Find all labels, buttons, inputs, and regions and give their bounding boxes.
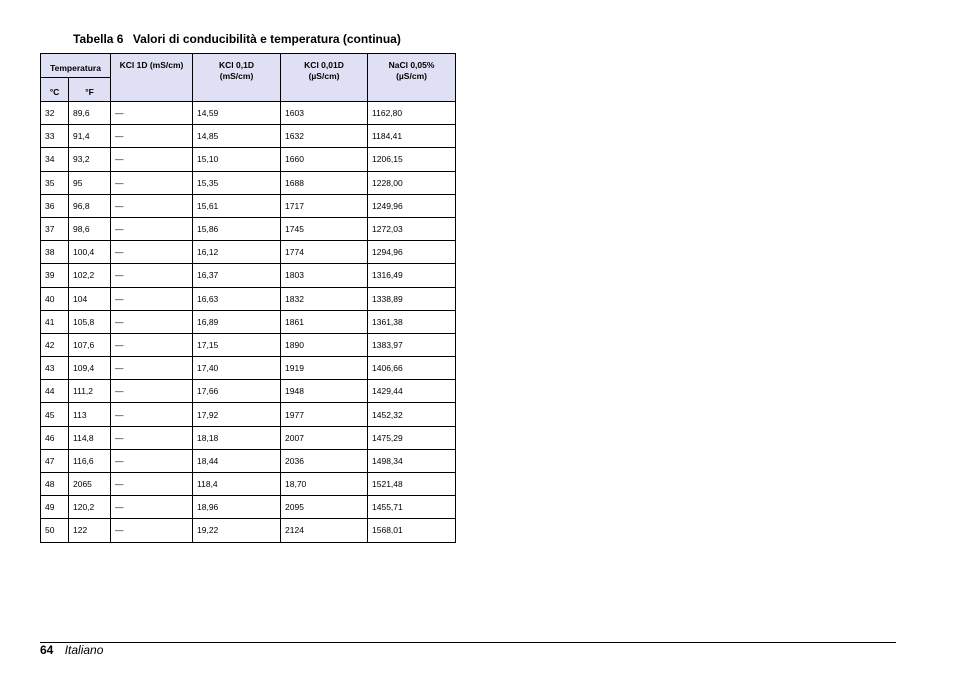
cell-kcl-1d: — — [111, 496, 193, 519]
header-kcl-01d-line2: (mS/cm) — [219, 71, 254, 81]
cell-fahrenheit: 98,6 — [69, 217, 111, 240]
cell-nacl: 1294,96 — [368, 241, 456, 264]
header-kcl-001d-line2: (µS/cm) — [308, 71, 340, 81]
cell-kcl-001d: 1919 — [281, 357, 368, 380]
cell-celsius: 48 — [41, 473, 69, 496]
cell-kcl-01d: 14,59 — [193, 102, 281, 125]
cell-kcl-01d: 19,22 — [193, 519, 281, 542]
cell-nacl: 1184,41 — [368, 125, 456, 148]
cell-kcl-1d: — — [111, 333, 193, 356]
cell-kcl-001d: 1717 — [281, 194, 368, 217]
cell-celsius: 50 — [41, 519, 69, 542]
table-row — [41, 473, 456, 496]
cell-celsius: 46 — [41, 426, 69, 449]
table-row — [41, 102, 456, 125]
cell-nacl: 1455,71 — [368, 496, 456, 519]
cell-kcl-1d: — — [111, 473, 193, 496]
cell-kcl-01d: 15,35 — [193, 171, 281, 194]
cell-fahrenheit: 122 — [69, 519, 111, 542]
cell-fahrenheit: 95 — [69, 171, 111, 194]
cell-nacl: 1316,49 — [368, 264, 456, 287]
cell-fahrenheit: 102,2 — [69, 264, 111, 287]
cell-celsius: 49 — [41, 496, 69, 519]
cell-fahrenheit: 105,8 — [69, 310, 111, 333]
cell-kcl-1d: — — [111, 287, 193, 310]
cell-kcl-01d: 16,37 — [193, 264, 281, 287]
cell-celsius: 43 — [41, 357, 69, 380]
cell-kcl-1d: — — [111, 426, 193, 449]
cell-kcl-001d: 1832 — [281, 287, 368, 310]
table-caption-number: Tabella 6 — [73, 32, 124, 46]
cell-kcl-01d: 16,12 — [193, 241, 281, 264]
cell-kcl-001d: 1660 — [281, 148, 368, 171]
header-kcl-01d-line1: KCl 0,1D — [219, 60, 254, 70]
cell-kcl-01d: 17,40 — [193, 357, 281, 380]
cell-celsius: 33 — [41, 125, 69, 148]
cell-fahrenheit: 96,8 — [69, 194, 111, 217]
cell-kcl-01d: 17,15 — [193, 333, 281, 356]
cell-nacl: 1452,32 — [368, 403, 456, 426]
page-number: 64 — [40, 643, 54, 657]
cell-kcl-1d: — — [111, 380, 193, 403]
header-fahrenheit: °F — [69, 78, 111, 102]
table-row — [41, 148, 456, 171]
cell-kcl-01d: 18,96 — [193, 496, 281, 519]
header-row-primary — [41, 54, 456, 78]
table-caption-title: Valori di conducibilità e temperatura (continua) — [132, 32, 401, 46]
header-kcl-001d-line1: KCl 0,01D — [304, 60, 344, 70]
cell-fahrenheit: 89,6 — [69, 102, 111, 125]
cell-kcl-001d: 2007 — [281, 426, 368, 449]
cell-kcl-1d: — — [111, 310, 193, 333]
cell-nacl: 1568,01 — [368, 519, 456, 542]
table-row — [41, 380, 456, 403]
cell-kcl-1d: — — [111, 217, 193, 240]
header-nacl-line2: (µS/cm) — [396, 71, 427, 81]
cell-kcl-001d: 1890 — [281, 333, 368, 356]
table-row — [41, 426, 456, 449]
cell-fahrenheit: 104 — [69, 287, 111, 310]
cell-nacl: 1162,80 — [368, 102, 456, 125]
table-row — [41, 125, 456, 148]
page-footer — [40, 643, 103, 657]
cell-celsius: 39 — [41, 264, 69, 287]
table-row — [41, 310, 456, 333]
cell-kcl-01d: 14,85 — [193, 125, 281, 148]
cell-fahrenheit: 114,8 — [69, 426, 111, 449]
cell-kcl-1d: — — [111, 403, 193, 426]
cell-celsius: 47 — [41, 449, 69, 472]
cell-kcl-01d: 15,61 — [193, 194, 281, 217]
cell-kcl-001d: 1977 — [281, 403, 368, 426]
cell-kcl-01d: 16,63 — [193, 287, 281, 310]
cell-kcl-1d: — — [111, 102, 193, 125]
table-row — [41, 241, 456, 264]
table-row — [41, 171, 456, 194]
cell-kcl-1d: — — [111, 264, 193, 287]
cell-fahrenheit: 107,6 — [69, 333, 111, 356]
cell-nacl: 1475,29 — [368, 426, 456, 449]
cell-kcl-001d: 18,70 — [281, 473, 368, 496]
cell-kcl-001d: 1948 — [281, 380, 368, 403]
cell-nacl: 1429,44 — [368, 380, 456, 403]
table-body — [41, 102, 456, 543]
table-row — [41, 519, 456, 542]
cell-celsius: 35 — [41, 171, 69, 194]
cell-celsius: 45 — [41, 403, 69, 426]
cell-fahrenheit: 111,2 — [69, 380, 111, 403]
header-kcl-01d — [193, 54, 281, 102]
cell-kcl-001d: 1745 — [281, 217, 368, 240]
cell-kcl-1d: — — [111, 519, 193, 542]
cell-celsius: 32 — [41, 102, 69, 125]
cell-kcl-1d: — — [111, 449, 193, 472]
cell-kcl-1d: — — [111, 194, 193, 217]
cell-kcl-01d: 17,66 — [193, 380, 281, 403]
conductivity-temperature-table — [40, 53, 456, 543]
cell-nacl: 1338,89 — [368, 287, 456, 310]
cell-kcl-1d: — — [111, 125, 193, 148]
footer-language: Italiano — [64, 643, 104, 657]
cell-nacl: 1249,96 — [368, 194, 456, 217]
cell-celsius: 36 — [41, 194, 69, 217]
cell-nacl: 1228,00 — [368, 171, 456, 194]
cell-fahrenheit: 91,4 — [69, 125, 111, 148]
cell-kcl-001d: 1803 — [281, 264, 368, 287]
cell-kcl-01d: 17,92 — [193, 403, 281, 426]
header-kcl-001d — [281, 54, 368, 102]
cell-kcl-01d: 16,89 — [193, 310, 281, 333]
cell-kcl-001d: 2095 — [281, 496, 368, 519]
table-row — [41, 357, 456, 380]
cell-nacl: 1406,66 — [368, 357, 456, 380]
cell-celsius: 34 — [41, 148, 69, 171]
header-celsius: °C — [41, 78, 69, 102]
cell-kcl-001d: 1774 — [281, 241, 368, 264]
cell-kcl-01d: 118,4 — [193, 473, 281, 496]
cell-kcl-001d: 1861 — [281, 310, 368, 333]
cell-fahrenheit: 100,4 — [69, 241, 111, 264]
cell-kcl-001d: 2124 — [281, 519, 368, 542]
cell-kcl-1d: — — [111, 171, 193, 194]
table-row — [41, 287, 456, 310]
cell-celsius: 40 — [41, 287, 69, 310]
cell-celsius: 37 — [41, 217, 69, 240]
cell-nacl: 1206,15 — [368, 148, 456, 171]
cell-kcl-01d: 15,10 — [193, 148, 281, 171]
cell-kcl-1d: — — [111, 148, 193, 171]
cell-celsius: 38 — [41, 241, 69, 264]
cell-celsius: 41 — [41, 310, 69, 333]
table-caption — [73, 32, 401, 46]
cell-nacl: 1361,38 — [368, 310, 456, 333]
table-row — [41, 333, 456, 356]
cell-fahrenheit: 93,2 — [69, 148, 111, 171]
cell-fahrenheit: 116,6 — [69, 449, 111, 472]
table-row — [41, 449, 456, 472]
cell-kcl-001d: 1603 — [281, 102, 368, 125]
cell-kcl-01d: 18,18 — [193, 426, 281, 449]
table-row — [41, 217, 456, 240]
header-kcl-1d: KCl 1D (mS/cm) — [111, 54, 193, 102]
cell-kcl-01d: 18,44 — [193, 449, 281, 472]
cell-kcl-1d: — — [111, 357, 193, 380]
cell-fahrenheit: 113 — [69, 403, 111, 426]
footer-divider — [40, 642, 896, 643]
table-row — [41, 496, 456, 519]
cell-kcl-1d: — — [111, 241, 193, 264]
header-nacl-line1: NaCl 0,05% — [388, 60, 435, 70]
table-row — [41, 403, 456, 426]
cell-celsius: 42 — [41, 333, 69, 356]
header-nacl — [368, 54, 456, 102]
cell-kcl-01d: 15,86 — [193, 217, 281, 240]
cell-nacl: 1272,03 — [368, 217, 456, 240]
table-row — [41, 264, 456, 287]
cell-celsius: 44 — [41, 380, 69, 403]
header-temperatura: Temperatura — [41, 54, 111, 78]
cell-nacl: 1521,48 — [368, 473, 456, 496]
cell-fahrenheit: 120,2 — [69, 496, 111, 519]
cell-fahrenheit: 109,4 — [69, 357, 111, 380]
table-row — [41, 194, 456, 217]
cell-nacl: 1383,97 — [368, 333, 456, 356]
cell-kcl-001d: 1688 — [281, 171, 368, 194]
cell-kcl-001d: 2036 — [281, 449, 368, 472]
cell-nacl: 1498,34 — [368, 449, 456, 472]
cell-fahrenheit: 2065 — [69, 473, 111, 496]
cell-kcl-001d: 1632 — [281, 125, 368, 148]
